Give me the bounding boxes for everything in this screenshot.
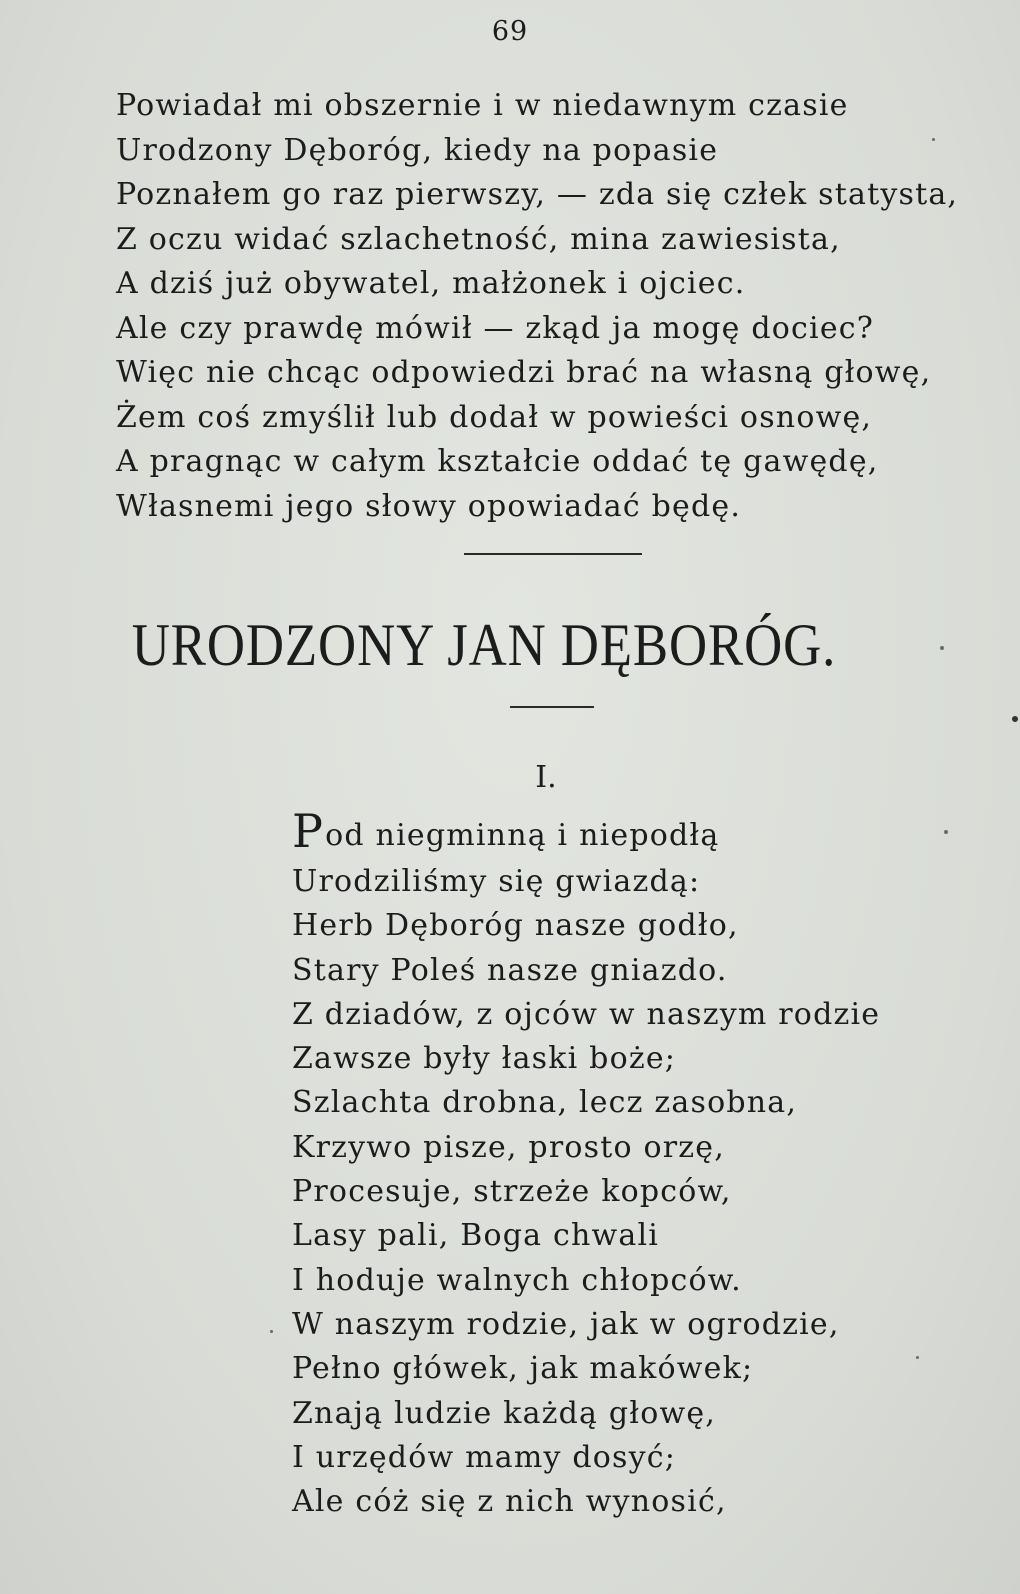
- verse-line-first: [292, 804, 992, 860]
- verse-line: Szlachta drobna, lecz zasobna,: [292, 1085, 798, 1121]
- page-number: 69: [491, 16, 529, 47]
- verse-line: Stary Poleś nasze gniazdo.: [292, 952, 728, 988]
- verse-line: Żem coś zmyślił lub dodał w powieści osnowę,: [116, 399, 873, 435]
- verse-line: Zawsze były łaski boże;: [292, 1041, 677, 1077]
- verse-line: Krzywo pisze, prosto orzę,: [292, 1129, 725, 1165]
- drop-cap: P: [292, 804, 325, 858]
- paper-speck: [944, 830, 948, 834]
- verse-line: I hoduje walnych chłopców.: [292, 1262, 742, 1298]
- verse-line: Ale czy prawdę mówił — zkąd ja mogę dociec?: [116, 310, 875, 346]
- section-numeral: I.: [535, 760, 557, 795]
- verse-line: Powiadał mi obszernie i w niedawnym czasie: [116, 88, 849, 123]
- chapter-title: URODZONY JAN DĘBORÓG.: [131, 612, 837, 678]
- verse-line: Herb Dęboróg nasze godło,: [292, 908, 739, 944]
- paper-speck: [916, 1356, 919, 1359]
- title-underline-rule: [510, 706, 594, 708]
- verse-line: Ale cóż się z nich wynosić,: [292, 1484, 727, 1520]
- first-line-text: od niegminną i niepodłą: [325, 818, 720, 853]
- verse-line: A dziś już obywatel, małżonek i ojciec.: [116, 266, 746, 301]
- verse-line: W naszym rodzie, jak w ogrodzie,: [292, 1306, 840, 1342]
- verse-line: Urodziliśmy się gwiazdą:: [292, 864, 701, 899]
- verse-line: Pełno główek, jak makówek;: [292, 1351, 754, 1387]
- verse-line: Lasy pali, Boga chwali: [292, 1218, 660, 1254]
- paper-speck: [932, 138, 935, 141]
- verse-line: Poznałem go raz pierwszy, — zda się człek statysta,: [116, 177, 959, 212]
- poem-body: [292, 804, 992, 1524]
- verse-line: Własnemi jego słowy opowiadać będę.: [116, 488, 742, 524]
- verse-line: Urodzony Dęboróg, kiedy na popasie: [116, 132, 719, 168]
- section-divider-rule: [464, 553, 642, 555]
- verse-line: Więc nie chcąc odpowiedzi brać na własną głowę,: [116, 355, 932, 390]
- verse-line: Procesuje, strzeże kopców,: [292, 1174, 732, 1210]
- paper-speck: [940, 646, 944, 650]
- verse-line: Z dziadów, z ojców w naszym rodzie: [292, 996, 881, 1032]
- verse-line: A pragnąc w całym kształcie oddać tę gawędę,: [116, 444, 879, 479]
- verse-line: Z oczu widać szlachetność, mina zawiesista,: [116, 221, 841, 257]
- verse-line: Znają ludzie każdą głowę,: [292, 1395, 717, 1431]
- intro-stanza: [116, 84, 976, 529]
- paper-speck: [1012, 716, 1018, 722]
- paper-speck: [270, 1330, 273, 1333]
- verse-line: I urzędów mamy dosyć;: [292, 1439, 677, 1475]
